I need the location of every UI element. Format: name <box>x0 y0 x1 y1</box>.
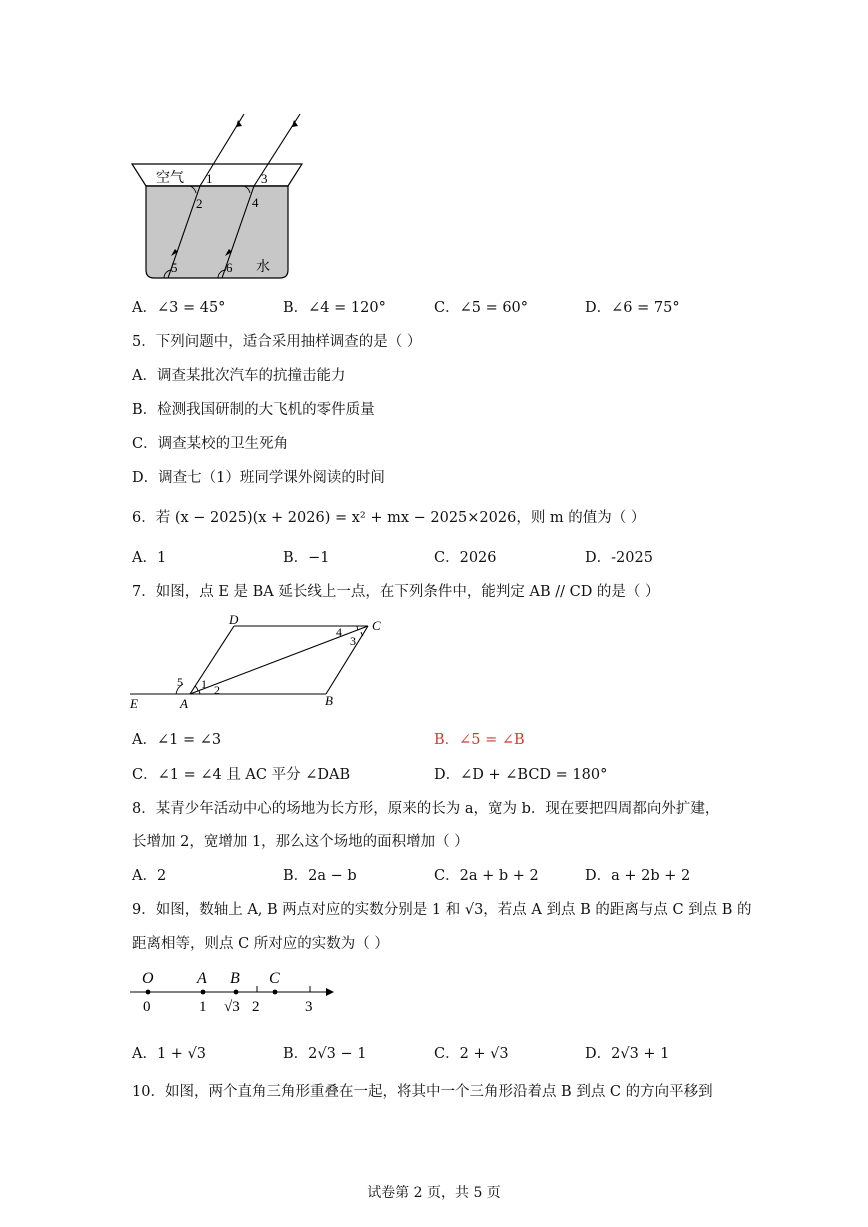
point-label-c: C <box>372 618 381 633</box>
point-label-o: O <box>142 970 154 987</box>
point-label-e: E <box>130 696 138 711</box>
q8-stem-line2: 长增加 2，宽增加 1，那么这个场地的面积增加（ ） <box>132 834 469 850</box>
q9-stem-line2: 距离相等，则点 C 所对应的实数为（ ） <box>132 936 389 952</box>
q9-option-b: B．2√3 − 1 <box>283 1046 367 1062</box>
number-line-figure <box>128 966 348 1016</box>
point-label-d: D <box>229 612 239 627</box>
q8-option-d: D．a + 2b + 2 <box>585 868 691 884</box>
point-label-a: A <box>180 696 188 711</box>
q4-option-d: D．∠6 = 75° <box>585 300 680 316</box>
q9-stem-line1: 9．如图，数轴上 A, B 两点对应的实数分别是 1 和 √3，若点 A 到点 B 的距离与点 C 到点 B 的 <box>132 902 752 918</box>
q6-stem: 6．若 (x − 2025)(x + 2026) = x² + mx − 2025×2026，则 m 的值为（ ） <box>132 510 646 526</box>
label-water: 水 <box>256 260 270 275</box>
point-label-a: A <box>197 970 207 987</box>
page-footer: 试卷第 2 页，共 5 页 <box>367 1185 501 1201</box>
q7-option-d: D．∠D + ∠BCD = 180° <box>434 767 608 783</box>
q4-option-b: B．∠4 = 120° <box>283 300 386 316</box>
q8-option-c: C．2a + b + 2 <box>434 868 539 884</box>
q8-stem-line1: 8．某青少年活动中心的场地为长方形，原来的长为 a，宽为 b．现在要把四周都向外扩建， <box>132 801 720 817</box>
q7-option-a: A．∠1 = ∠3 <box>132 732 222 748</box>
angle-label-4: 4 <box>252 195 259 210</box>
q5-option-b: B．检测我国研制的大飞机的零件质量 <box>132 402 375 418</box>
refraction-figure <box>128 110 308 282</box>
angle-label-5: 5 <box>177 675 183 689</box>
angle-label-2: 2 <box>196 196 203 211</box>
angle-label-2: 2 <box>214 683 220 697</box>
q5-option-c: C．调查某校的卫生死角 <box>132 436 289 452</box>
q8-option-a: A．2 <box>132 868 167 884</box>
angle-label-6: 6 <box>226 260 233 275</box>
tick-label-2: 2 <box>252 999 260 1015</box>
angle-label-4: 4 <box>336 625 342 639</box>
tick-label-sqrt3: √3 <box>224 999 240 1015</box>
tick-label-3: 3 <box>305 999 313 1015</box>
angle-label-5: 5 <box>171 260 178 275</box>
parallelogram-figure <box>128 612 398 712</box>
point-label-b: B <box>230 970 240 987</box>
q6-option-d: D．-2025 <box>585 550 653 566</box>
q6-option-a: A．1 <box>132 550 167 566</box>
q9-option-a: A．1 + √3 <box>132 1046 207 1062</box>
q4-option-a: A．∠3 = 45° <box>132 300 226 316</box>
q9-option-c: C．2 + √3 <box>434 1046 509 1062</box>
tick-label-1: 1 <box>199 999 207 1015</box>
label-air: 空气 <box>156 171 184 186</box>
q5-option-a: A．调查某批次汽车的抗撞击能力 <box>132 368 346 384</box>
angle-label-3: 3 <box>350 634 356 648</box>
angle-label-1: 1 <box>206 171 213 186</box>
point-label-c: C <box>269 970 280 987</box>
q9-option-d: D．2√3 + 1 <box>585 1046 670 1062</box>
q10-stem: 10．如图，两个直角三角形重叠在一起，将其中一个三角形沿着点 B 到点 C 的方向平移到 <box>132 1084 713 1100</box>
q5-option-d: D．调查七（1）班同学课外阅读的时间 <box>132 470 385 486</box>
q7-option-b: B．∠5 = ∠B <box>434 732 525 748</box>
tick-label-0: 0 <box>143 999 151 1015</box>
angle-label-1: 1 <box>201 677 207 691</box>
q8-option-b: B．2a − b <box>283 868 357 884</box>
q4-option-c: C．∠5 = 60° <box>434 300 529 316</box>
q7-stem: 7．如图，点 E 是 BA 延长线上一点，在下列条件中，能判定 AB // CD 的是（ ） <box>132 584 660 600</box>
q7-option-c: C．∠1 = ∠4 且 AC 平分 ∠DAB <box>132 767 351 783</box>
q5-stem: 5．下列问题中，适合采用抽样调查的是（ ） <box>132 334 422 350</box>
point-label-b: B <box>325 693 333 708</box>
q6-option-c: C．2026 <box>434 550 497 566</box>
angle-label-3: 3 <box>261 171 268 186</box>
q6-option-b: B．−1 <box>283 550 330 566</box>
